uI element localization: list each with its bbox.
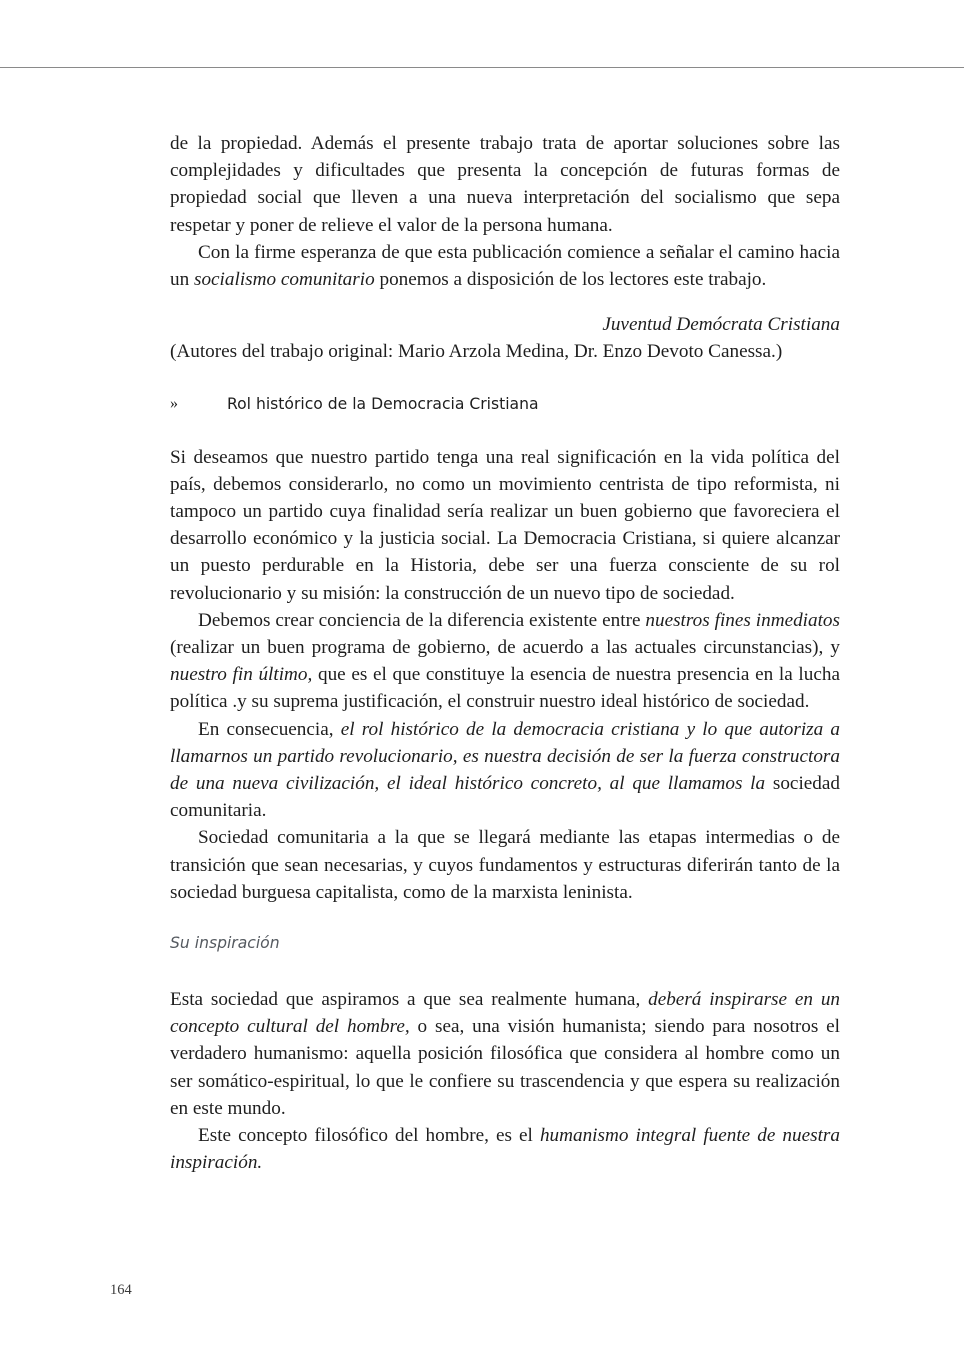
- subsection-paragraph-1: [170, 986, 840, 1122]
- subsection-paragraph-1-text-end: o sea, una visión humanista; siendo para nosotros el verdadero humanismo: aquella posición filosófica que considera al hombre como un ser somático-espiritual, lo que le confiere su trascendencia y que espera su realización en este mundo.: [170, 1016, 840, 1119]
- subsection-paragraph-2-text: Este concepto filosófico del hombre, es el: [198, 1125, 540, 1147]
- section-paragraph-3-text-end: sociedad comunitaria.: [170, 773, 840, 822]
- intro-paragraph-2-text-end: ponemos a disposición de los lectores este trabajo.: [374, 269, 767, 291]
- page-body: [170, 130, 840, 1177]
- section-marker-icon: »: [170, 394, 178, 412]
- subsection-paragraph-1-text: Esta sociedad que aspiramos a que sea realmente humana,: [170, 989, 649, 1011]
- section-title: Rol histórico de la Democracia Cristiana: [227, 394, 539, 413]
- intro-paragraph-2-text: Con la firme esperanza de que esta publicación comience a señalar el camino hacia un: [170, 241, 840, 291]
- section-heading: [170, 392, 840, 416]
- subsection-paragraph-2: [170, 1122, 840, 1176]
- section-paragraph-2-text: Debemos crear conciencia de la diferencia existente entre: [198, 609, 646, 631]
- section-paragraph-3-emphasis: el rol histórico de la democracia cristiana y lo que autoriza a llamarnos un partido revolucionario, es nuestra decisión de ser la fuerza constructora de una nueva civilización, el ideal histórico concreto, al que llamamos la: [170, 718, 840, 795]
- subsection-paragraph-1-emphasis: deberá inspirarse en un concepto cultural del hombre,: [170, 989, 841, 1038]
- section-paragraph-1: Si deseamos que nuestro partido tenga una real significación en la vida política del país, debemos considerarlo, no como un movimiento centrista de tipo reformista, ni tampoco un partido cuya finalidad sería realizar un buen gobierno que favoreciera el desarrollo económico y la justicia social. La Democracia Cristiana, si quiere alcanzar un puesto perdurable en la Historia, debe ser una fuerza consciente de su rol revolucionario y su misión: la construcción de un nuevo tipo de sociedad.: [170, 446, 840, 604]
- subsection-title: Su inspiración: [170, 934, 280, 953]
- section-paragraph-2-emphasis-1: nuestros fines inmediatos: [645, 609, 840, 631]
- subsection-paragraph-2-emphasis: humanismo integral fuente de nuestra inspiración.: [170, 1125, 840, 1174]
- authors-note: (Autores del trabajo original: Mario Arzola Medina, Dr. Enzo Devoto Canessa.): [170, 341, 783, 363]
- section-paragraph-2: [170, 607, 840, 716]
- section-paragraph-3-text: En consecuencia,: [198, 718, 341, 740]
- section-paragraph-2-text-end: que es el que constituye la esencia de nuestra presencia en la lucha política .y su suprema justificación, el construir nuestro ideal histórico de sociedad.: [170, 664, 840, 713]
- section-paragraph-4: Sociedad comunitaria a la que se llegará mediante las etapas intermedias o de transición que sean necesarias, y cuyos fundamentos y estructuras diferirán tanto de la sociedad burguesa capitalista, como de la marxista leninista.: [170, 827, 840, 903]
- page-number: 164: [110, 1282, 132, 1298]
- intro-paragraph-2-emphasis: socialismo comunitario: [193, 269, 375, 291]
- intro-paragraph-2: [170, 239, 840, 293]
- section-paragraph-3: [170, 716, 840, 825]
- header-rule: [0, 67, 964, 68]
- section-paragraph-2-text-middle: (realizar un buen programa de gobierno, de acuerdo a las actuales circunstancias), y: [170, 637, 840, 659]
- signature: Juventud Demócrata Cristiana: [602, 314, 840, 336]
- intro-paragraph-1: de la propiedad. Además el presente trabajo trata de aportar soluciones sobre las complejidades y dificultades que presenta la concepción de futuras formas de propiedad social que lleven a una nueva interpretación del socialismo que sepa respetar y poner de relieve el valor de la persona humana.: [170, 133, 840, 236]
- section-paragraph-2-emphasis-2: nuestro fin último,: [170, 664, 313, 686]
